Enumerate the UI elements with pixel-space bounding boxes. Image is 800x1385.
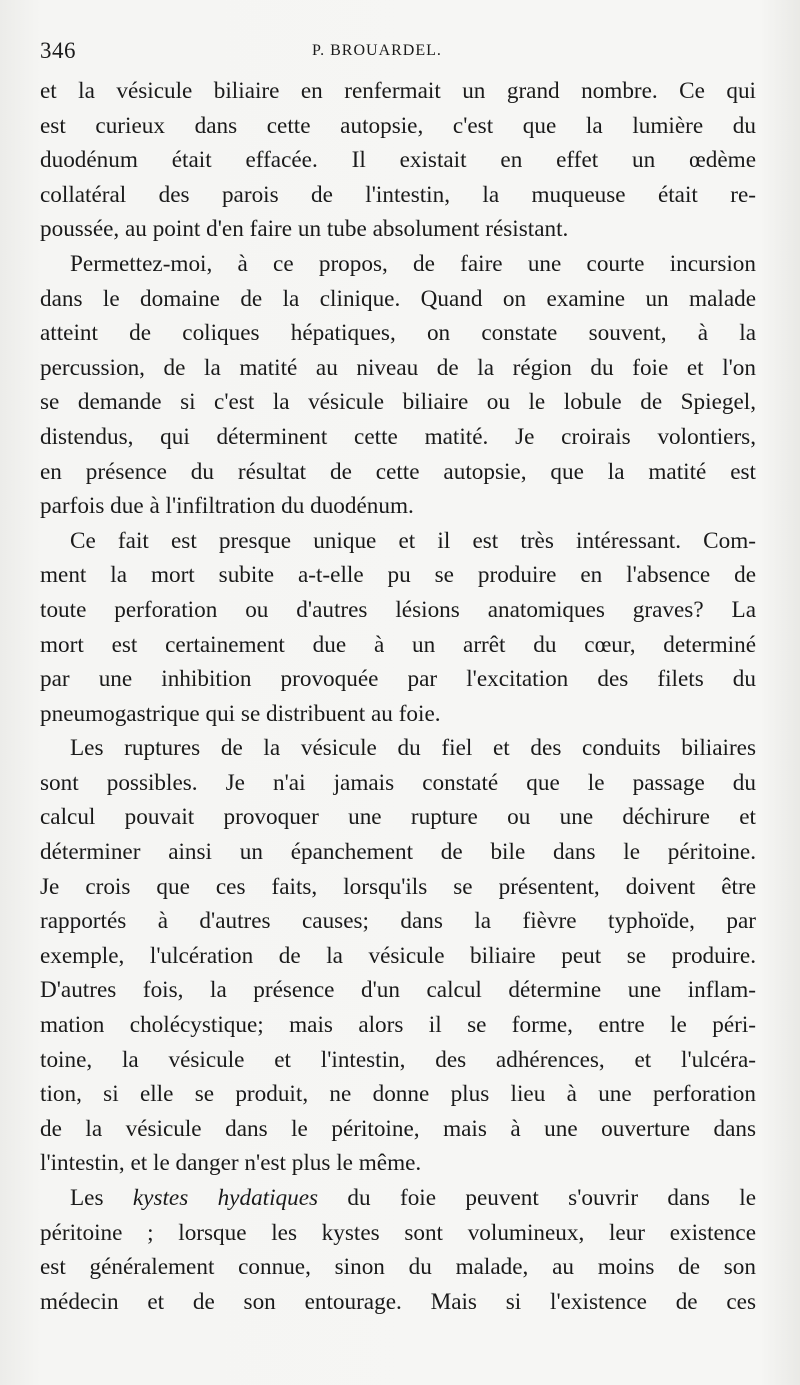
text-line: médecin et de son entourage. Mais si l'existence de ces xyxy=(40,1288,756,1315)
text-segment: du foie peuvent s'ouvrir dans le xyxy=(318,1185,756,1211)
text-line: tion, si elle se produit, ne donne plus lieu à une perforation xyxy=(40,1081,756,1108)
text-line: atteint de coliques hépatiques, on constate souvent, à la xyxy=(40,320,756,347)
text-line: distendus, qui déterminent cette matité. Je croirais volontiers, xyxy=(40,423,756,450)
italic-term: kystes hydatiques xyxy=(132,1185,319,1211)
text-line: Permettez-moi, à ce propos, de faire une courte incursion xyxy=(70,250,756,277)
text-line: déterminer ainsi un épanchement de bile dans le péritoine. xyxy=(40,839,756,866)
text-line: sont possibles. Je n'ai jamais constaté que le passage du xyxy=(40,769,756,796)
text-line: toine, la vésicule et l'intestin, des adhérences, et l'ulcéra- xyxy=(40,1046,756,1073)
text-segment: Les xyxy=(70,1185,133,1211)
text-line: mort est certainement due à un arrêt du cœur, determiné xyxy=(40,631,756,658)
text-line: exemple, l'ulcération de la vésicule biliaire peut se produire. xyxy=(40,942,756,969)
text-line: en présence du résultat de cette autopsie, que la matité est xyxy=(40,458,756,485)
text-line: dans le domaine de la clinique. Quand on examine un malade xyxy=(40,285,756,312)
text-line: ment la mort subite a-t-elle pu se produire en l'absence de xyxy=(40,562,756,589)
text-line: percussion, de la matité au niveau de la région du foie et l'on xyxy=(40,354,756,381)
body-text xyxy=(40,74,756,1319)
text-line: Ce fait est presque unique et il est très intéressant. Com- xyxy=(70,527,756,554)
text-line: se demande si c'est la vésicule biliaire ou le lobule de Spiegel, xyxy=(40,389,756,416)
text-line: rapportés à d'autres causes; dans la fièvre typhoïde, par xyxy=(40,908,756,935)
running-title: P. BROUARDEL. xyxy=(312,42,442,59)
text-line: calcul pouvait provoquer une rupture ou une déchirure et xyxy=(40,804,756,831)
text-line: parfois due à l'infiltration du duodénum. xyxy=(40,493,414,520)
text-line: Les ruptures de la vésicule du fiel et des conduits biliaires xyxy=(70,735,756,762)
text-line: et la vésicule biliaire en renfermait un grand nombre. Ce qui xyxy=(40,78,756,104)
text-line: D'autres fois, la présence d'un calcul détermine une inflam- xyxy=(40,977,756,1004)
running-head xyxy=(40,38,756,68)
text-line: collatéral des parois de l'intestin, la muqueuse était re- xyxy=(40,181,756,208)
text-line: mation cholécystique; mais alors il se forme, entre le péri- xyxy=(40,1012,756,1039)
text-line: par une inhibition provoquée par l'excitation des filets du xyxy=(40,666,756,693)
text-line: de la vésicule dans le péritoine, mais à une ouverture dans xyxy=(40,1115,756,1142)
text-line: Je crois que ces faits, lorsqu'ils se présentent, doivent être xyxy=(40,873,756,900)
text-line: poussée, au point d'en faire un tube absolument résistant. xyxy=(40,216,569,243)
text-line: toute perforation ou d'autres lésions anatomiques graves? La xyxy=(40,596,756,623)
page-number: 346 xyxy=(40,38,76,63)
text-line: est généralement connue, sinon du malade, au moins de son xyxy=(40,1254,756,1281)
text-line: duodénum était effacée. Il existait en effet un œdème xyxy=(40,147,756,174)
text-line: est curieux dans cette autopsie, c'est que la lumière du xyxy=(40,112,756,139)
text-line xyxy=(40,1181,756,1216)
text-line: pneumogastrique qui se distribuent au foie. xyxy=(40,700,441,727)
text-line: l'intestin, et le danger n'est plus le même. xyxy=(40,1150,422,1177)
text-line: péritoine ; lorsque les kystes sont volumineux, leur existence xyxy=(40,1219,756,1246)
